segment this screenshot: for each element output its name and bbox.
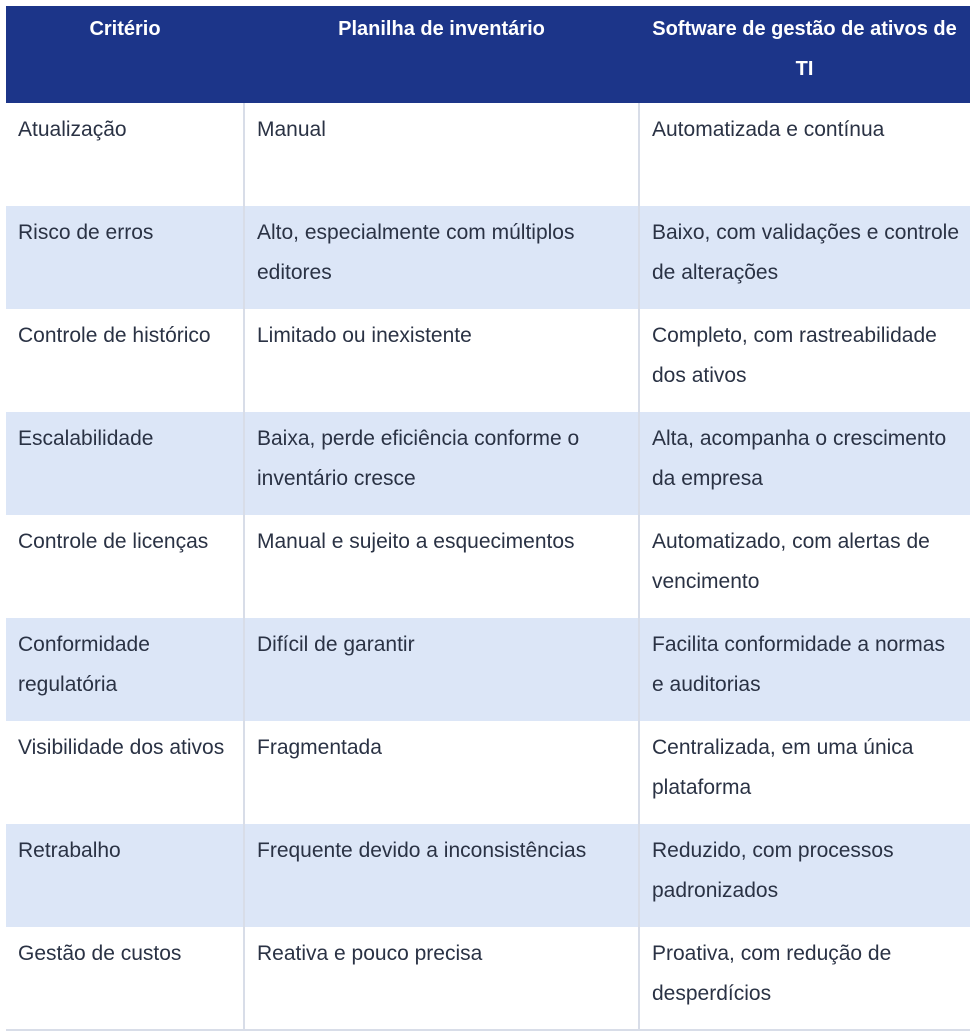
cell-spreadsheet: Limitado ou inexistente bbox=[244, 309, 639, 412]
table-row bbox=[6, 721, 970, 824]
table-row bbox=[6, 103, 970, 206]
table-header bbox=[6, 6, 970, 103]
header-software: Software de gestão de ativos de TI bbox=[639, 6, 970, 103]
table-row bbox=[6, 309, 970, 412]
cell-software: Alta, acompanha o crescimento da empresa bbox=[639, 412, 970, 515]
cell-criterion: Controle de histórico bbox=[6, 309, 244, 412]
cell-software: Proativa, com redução de desperdícios bbox=[639, 927, 970, 1030]
cell-spreadsheet: Fragmentada bbox=[244, 721, 639, 824]
header-row bbox=[6, 6, 970, 103]
cell-spreadsheet: Baixa, perde eficiência conforme o inventário cresce bbox=[244, 412, 639, 515]
cell-software: Centralizada, em uma única plataforma bbox=[639, 721, 970, 824]
table-row bbox=[6, 927, 970, 1030]
cell-spreadsheet: Alto, especialmente com múltiplos editores bbox=[244, 206, 639, 309]
cell-software: Baixo, com validações e controle de alterações bbox=[639, 206, 970, 309]
cell-criterion: Visibilidade dos ativos bbox=[6, 721, 244, 824]
table-row bbox=[6, 618, 970, 721]
cell-criterion: Atualização bbox=[6, 103, 244, 206]
comparison-table-container bbox=[6, 6, 970, 1031]
table-row bbox=[6, 824, 970, 927]
table-row bbox=[6, 206, 970, 309]
cell-criterion: Gestão de custos bbox=[6, 927, 244, 1030]
cell-spreadsheet: Frequente devido a inconsistências bbox=[244, 824, 639, 927]
cell-criterion: Conformidade regulatória bbox=[6, 618, 244, 721]
cell-software: Automatizada e contínua bbox=[639, 103, 970, 206]
cell-software: Automatizado, com alertas de vencimento bbox=[639, 515, 970, 618]
header-criterio: Critério bbox=[6, 6, 244, 103]
table-body bbox=[6, 103, 970, 1030]
table-row bbox=[6, 412, 970, 515]
comparison-table bbox=[6, 6, 970, 1031]
cell-spreadsheet: Manual e sujeito a esquecimentos bbox=[244, 515, 639, 618]
cell-criterion: Controle de licenças bbox=[6, 515, 244, 618]
cell-spreadsheet: Reativa e pouco precisa bbox=[244, 927, 639, 1030]
cell-spreadsheet: Difícil de garantir bbox=[244, 618, 639, 721]
cell-software: Completo, com rastreabilidade dos ativos bbox=[639, 309, 970, 412]
cell-criterion: Escalabilidade bbox=[6, 412, 244, 515]
header-planilha: Planilha de inventário bbox=[244, 6, 639, 103]
cell-criterion: Risco de erros bbox=[6, 206, 244, 309]
cell-software: Facilita conformidade a normas e auditorias bbox=[639, 618, 970, 721]
table-row bbox=[6, 515, 970, 618]
cell-spreadsheet: Manual bbox=[244, 103, 639, 206]
cell-criterion: Retrabalho bbox=[6, 824, 244, 927]
cell-software: Reduzido, com processos padronizados bbox=[639, 824, 970, 927]
